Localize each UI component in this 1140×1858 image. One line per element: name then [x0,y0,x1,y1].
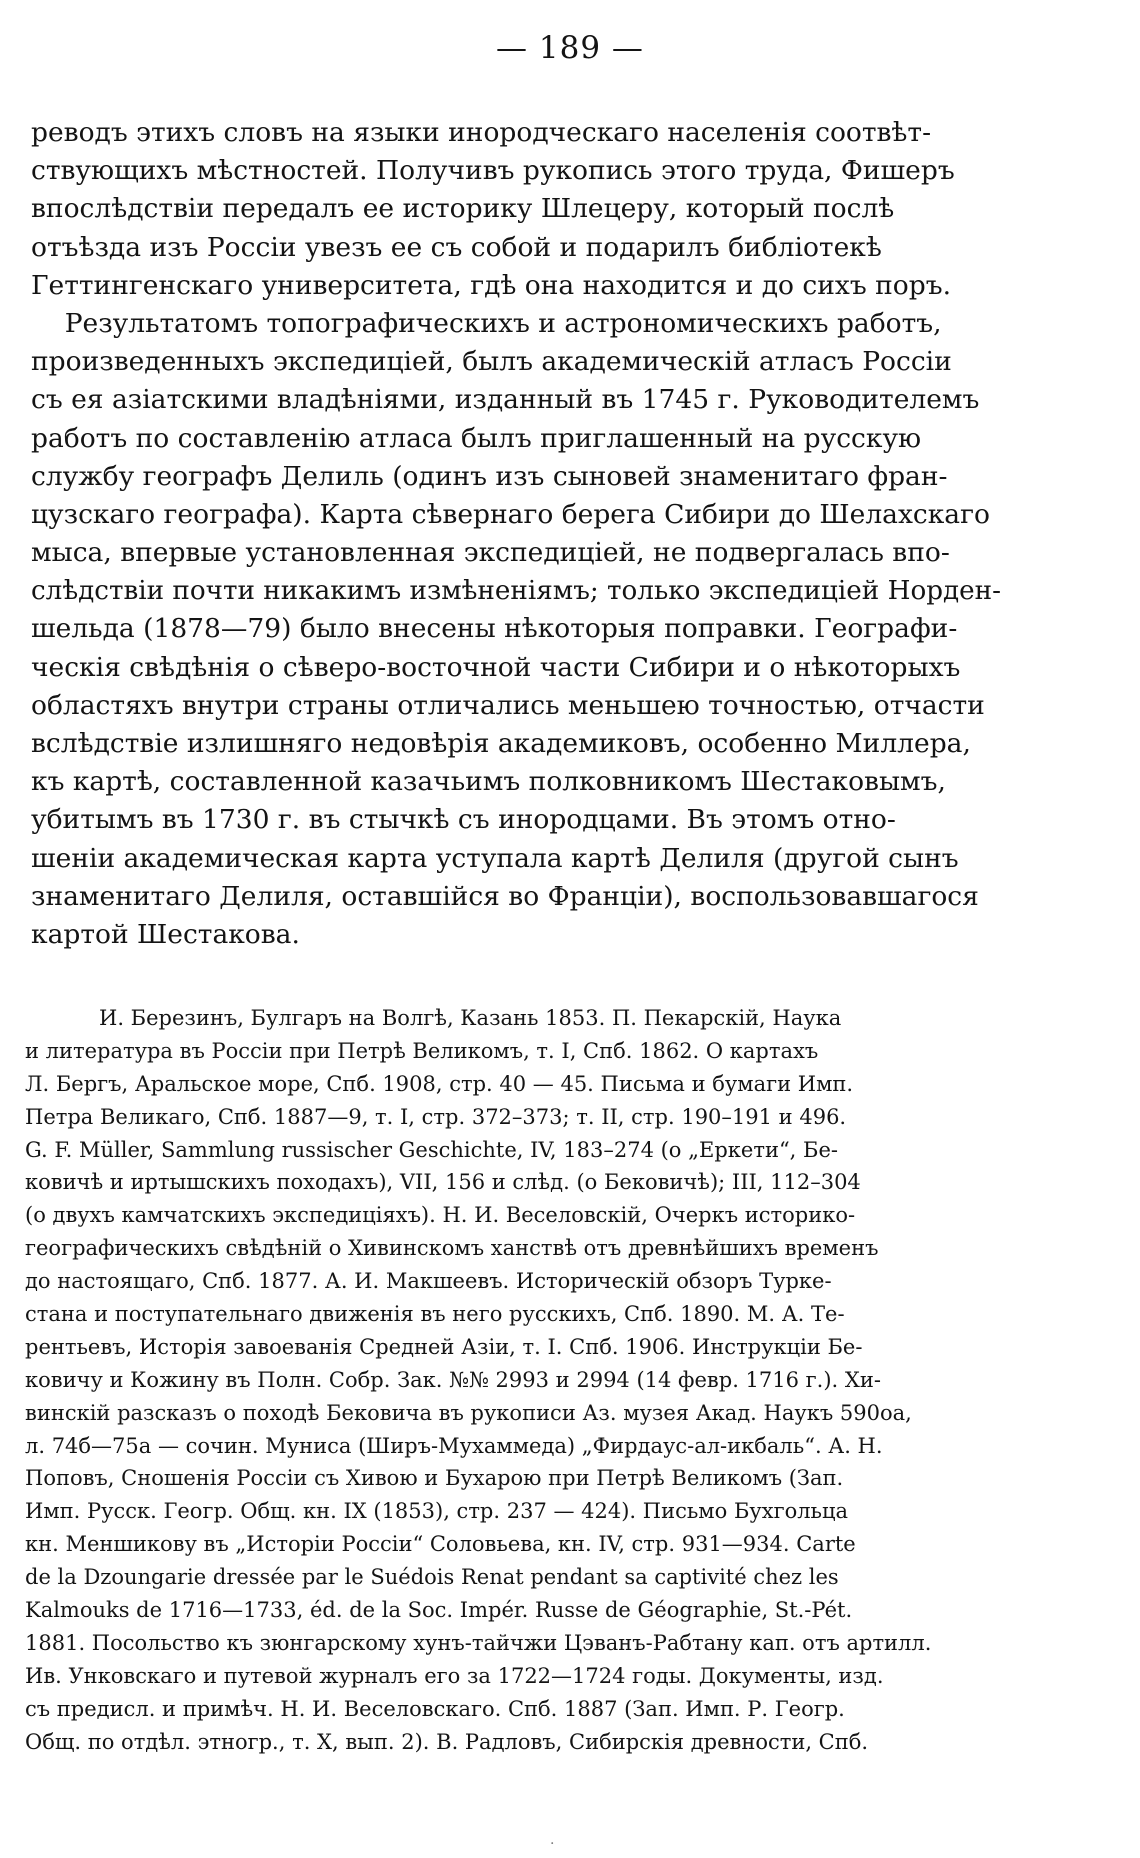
footnote-line: И. Березинъ, Булгаръ на Волгѣ, Казань 1853. П. Пекарскій, Наука [99,1006,842,1030]
text-line: областяхъ внутри страны отличались меньшею точностью, отчасти [31,689,985,721]
footnote-line: Kalmouks de 1716—1733, éd. de la Soc. Impér. Russe de Géographie, St.-Pét. [25,1598,853,1623]
footnote-line: и литература въ Россіи при Петрѣ Великомъ, т. I, Спб. 1862. О картахъ [25,1038,819,1063]
text-line: реводъ этихъ словъ на языки инородческаго населенія соотвѣт- [31,117,932,148]
bibliography-footnote [25,1002,1005,1758]
text-line: вслѣдствіе излишняго недовѣрія академиковъ, особенно Миллера, [31,728,971,759]
text-line: ческія свѣдѣнія о сѣверо-восточной части Сибири и о нѣкоторыхъ [31,651,961,683]
footnote-line: de la Dzoungarie dressée par le Suédois Renat pendant sa captivité chez les [25,1565,839,1590]
footnote-line: G. F. Müller, Sammlung russischer Geschichte, IV, 183–274 (о „Еркети“, Бе- [25,1137,838,1162]
text-line: ствующихъ мѣстностей. Получивъ рукопись этого труда, Фишеръ [31,155,955,187]
text-line: Результатомъ топографическихъ и астрономическихъ работъ, [31,307,942,339]
footnote-line: л. 74б—75а — сочин. Муниса (Ширъ-Мухаммеда) „Фирдаус-ал-икбаль“. А. Н. [25,1433,883,1458]
footnote-line: Общ. по отдѣл. этногр., т. X, вып. 2). В. Радловъ, Сибирскія древности, Спб. [25,1729,869,1754]
text-line: шельда (1878—79) было внесены нѣкоторыя поправки. Географи- [31,613,958,645]
text-line: отъѣзда изъ Россіи увезъ ее съ собой и подарилъ библіотекѣ [31,231,882,263]
text-line: съ ея азіатскими владѣніями, изданный въ 1745 г. Руководителемъ [31,384,980,416]
scan-mark: · [550,1836,555,1852]
footnote-line: Петра Великаго, Спб. 1887—9, т. I, стр. 372–373; т. II, стр. 190–191 и 496. [25,1104,847,1129]
footnote-line: съ предисл. и примѣч. Н. И. Веселовскаго. Спб. 1887 (Зап. Имп. Р. Геогр. [25,1696,845,1721]
footnote-line: ковичу и Кожину въ Полн. Собр. Зак. №№ 2993 и 2994 (14 февр. 1716 г.). Хи- [25,1367,881,1392]
text-line: къ картѣ, составленной казачьимъ полковникомъ Шестаковымъ, [31,766,946,798]
text-line: впослѣдствіи передалъ ее историку Шлецеру, который послѣ [31,193,895,225]
footnote-line: ковичѣ и иртышскихъ походахъ), VII, 156 и слѣд. (о Бековичѣ); III, 112–304 [25,1170,861,1195]
page-number: — 189 — [496,30,644,66]
text-line: мыса, впервые установленная экспедиціей, не подвергалась впо- [31,537,950,569]
text-line: работъ по составленію атласа былъ приглашенный на русскую [31,422,922,454]
footnote-line: Л. Бергъ, Аральское море, Спб. 1908, стр. 40 — 45. Письма и бумаги Имп. [25,1071,854,1096]
footnote-line: Имп. Русск. Геогр. Общ. кн. IX (1853), стр. 237 — 424). Письмо Бухгольца [25,1499,849,1524]
text-line: шеніи академическая карта уступала картѣ Делиля (другой сынъ [31,842,959,874]
text-line: Геттингенскаго университета, гдѣ она находится и до сихъ поръ. [31,269,952,301]
footnote-line: стана и поступательнаго движенія въ него русскихъ, Спб. 1890. М. А. Те- [25,1302,845,1327]
text-line: произведенныхъ экспедиціей, былъ академическій атласъ Россіи [31,346,952,378]
footnote-line: 1881. Посольство къ зюнгарскому хунъ-тайчжи Цэванъ-Рабтану кап. отъ артилл. [25,1630,932,1655]
text-line: службу географъ Делиль (одинъ изъ сыновей знаменитаго фран- [31,460,948,492]
text-line: цузскаго географа). Карта сѣвернаго берега Сибири до Шелахскаго [31,498,990,530]
footnote-line: кн. Меншикову въ „Исторіи Россіи“ Соловьева, кн. IV, стр. 931—934. Carte [25,1532,856,1557]
footnote-line: географическихъ свѣдѣній о Хивинскомъ ханствѣ отъ древнѣйшихъ временъ [25,1236,879,1261]
text-line: слѣдствіи почти никакимъ измѣненіямъ; только экспедиціей Норден- [31,575,1001,607]
footnote-line: Поповъ, Сношенія Россіи съ Хивою и Бухарою при Петрѣ Великомъ (Зап. [25,1466,844,1491]
footnote-line: до настоящаго, Спб. 1877. А. И. Макшеевъ. Историческій обзоръ Турке- [25,1269,832,1294]
footnote-line: винскій разсказъ о походѣ Бековича въ рукописи Аз. музея Акад. Наукъ 590оа, [25,1400,912,1425]
footnote-line: рентьевъ, Исторія завоеванія Средней Азіи, т. I. Спб. 1906. Инструкціи Бе- [25,1334,863,1359]
text-line: картой Шестакова. [31,918,300,950]
text-line: знаменитаго Делиля, оставшійся во Франціи), воспользовавшагося [31,880,979,912]
footnote-line: (о двухъ камчатскихъ экспедиціяхъ). Н. И. Веселовскій, Очеркъ историко- [25,1203,856,1228]
main-text-block [31,114,1001,954]
footnote-line: Ив. Унковскаго и путевой журналъ его за 1722—1724 годы. Документы, изд. [25,1663,884,1688]
text-line: убитымъ въ 1730 г. въ стычкѣ съ инородцами. Въ этомъ отно- [31,804,896,836]
